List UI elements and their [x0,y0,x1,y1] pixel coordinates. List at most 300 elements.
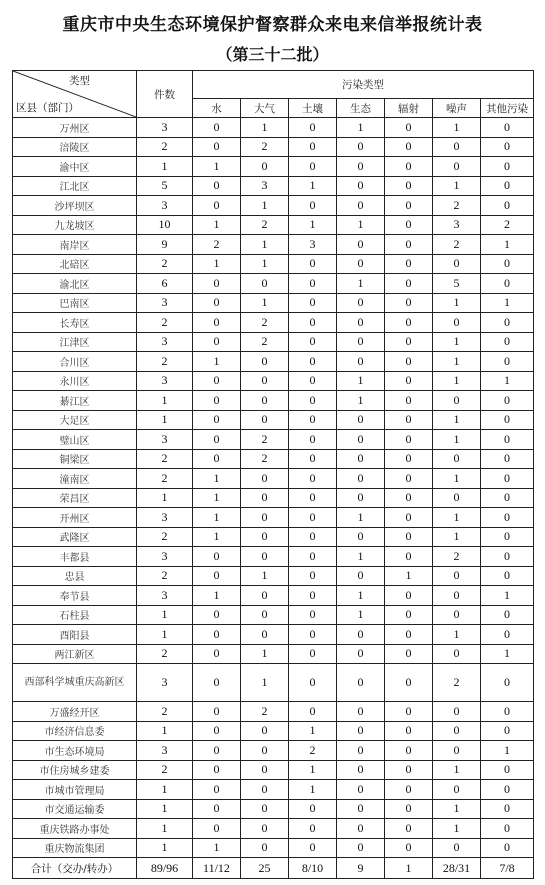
count-cell: 3 [137,508,193,528]
table-row [13,352,534,372]
value-cell: 0 [193,332,241,352]
value-cell: 0 [241,625,289,645]
value-cell: 1 [337,215,385,235]
district-name: 万盛经开区 [13,702,137,722]
district-name: 酉阳县 [13,625,137,645]
value-cell: 0 [241,760,289,780]
table-row [13,721,534,741]
value-cell: 2 [241,313,289,333]
value-cell: 0 [193,721,241,741]
header-diagonal-cell [13,71,137,118]
value-cell: 0 [289,274,337,294]
table-row [13,293,534,313]
value-cell: 1 [337,118,385,138]
value-cell: 0 [481,664,534,702]
value-cell: 0 [337,157,385,177]
value-cell: 0 [337,410,385,430]
value-cell: 0 [337,741,385,761]
value-cell: 0 [337,469,385,489]
value-cell: 0 [193,293,241,313]
value-cell: 0 [337,625,385,645]
district-name: 市住房城乡建委 [13,760,137,780]
value-cell: 0 [385,196,433,216]
value-cell: 3 [289,235,337,255]
district-name: 巴南区 [13,293,137,313]
value-cell: 1 [481,235,534,255]
district-name: 开州区 [13,508,137,528]
value-cell: 0 [481,566,534,586]
value-cell: 2 [433,235,481,255]
value-cell: 1 [337,391,385,411]
value-cell: 0 [193,702,241,722]
value-cell: 2 [481,215,534,235]
value-cell: 1 [289,721,337,741]
count-cell: 2 [137,566,193,586]
value-cell: 0 [241,799,289,819]
table-row [13,313,534,333]
value-cell: 0 [433,838,481,858]
value-cell: 0 [289,605,337,625]
value-cell: 0 [385,235,433,255]
table-row [13,625,534,645]
value-cell: 1 [241,254,289,274]
count-cell: 3 [137,332,193,352]
value-cell: 1 [193,838,241,858]
table-row [13,371,534,391]
district-name: 合川区 [13,352,137,372]
value-cell: 0 [289,644,337,664]
table-row [13,118,534,138]
value-cell: 2 [241,430,289,450]
value-cell: 0 [337,721,385,741]
value-cell: 0 [193,371,241,391]
value-cell: 0 [337,176,385,196]
value-cell: 0 [433,605,481,625]
count-cell: 9 [137,235,193,255]
count-cell: 2 [137,760,193,780]
district-name: 大足区 [13,410,137,430]
table-row [13,449,534,469]
value-cell: 0 [289,430,337,450]
value-cell: 0 [385,721,433,741]
value-cell: 0 [481,313,534,333]
value-cell: 7/8 [481,858,534,879]
value-cell: 0 [241,391,289,411]
count-cell: 2 [137,449,193,469]
table-row [13,838,534,858]
value-cell: 0 [289,625,337,645]
value-cell: 1 [481,644,534,664]
value-cell: 1 [193,508,241,528]
value-cell: 0 [481,332,534,352]
value-cell: 1 [433,352,481,372]
value-cell: 0 [433,488,481,508]
value-cell: 0 [289,547,337,567]
value-cell: 0 [385,760,433,780]
district-name: 西部科学城重庆高新区 [13,664,137,702]
value-cell: 0 [241,469,289,489]
value-cell: 0 [481,488,534,508]
district-name: 石柱县 [13,605,137,625]
value-cell: 11/12 [193,858,241,879]
count-cell: 1 [137,721,193,741]
value-cell: 1 [337,274,385,294]
value-cell: 0 [289,508,337,528]
district-name: 奉节县 [13,586,137,606]
value-cell: 0 [193,547,241,567]
district-name: 江津区 [13,332,137,352]
count-cell: 1 [137,780,193,800]
value-cell: 0 [241,410,289,430]
value-cell: 1 [289,176,337,196]
table-row [13,254,534,274]
value-cell: 1 [241,196,289,216]
count-cell: 1 [137,625,193,645]
header-pollution-column: 大气 [241,99,289,118]
value-cell: 0 [289,391,337,411]
value-cell: 1 [289,215,337,235]
value-cell: 0 [337,644,385,664]
value-cell: 0 [481,605,534,625]
district-name: 万州区 [13,118,137,138]
value-cell: 0 [385,586,433,606]
count-cell: 1 [137,838,193,858]
table-row [13,508,534,528]
value-cell: 1 [433,176,481,196]
value-cell: 1 [433,469,481,489]
count-cell: 3 [137,293,193,313]
value-cell: 0 [193,176,241,196]
header-pollution-column: 其他污染 [481,99,534,118]
value-cell: 1 [193,352,241,372]
value-cell: 0 [433,449,481,469]
value-cell: 1 [481,293,534,313]
count-cell: 1 [137,799,193,819]
value-cell: 0 [289,586,337,606]
value-cell: 0 [481,254,534,274]
value-cell: 0 [241,721,289,741]
district-name: 荣昌区 [13,488,137,508]
value-cell: 0 [193,391,241,411]
value-cell: 0 [481,176,534,196]
value-cell: 0 [289,137,337,157]
value-cell: 0 [385,176,433,196]
value-cell: 1 [481,371,534,391]
value-cell: 0 [193,196,241,216]
value-cell: 0 [433,391,481,411]
value-cell: 0 [193,625,241,645]
value-cell: 28/31 [433,858,481,879]
value-cell: 1 [481,741,534,761]
table-row [13,780,534,800]
value-cell: 0 [289,819,337,839]
value-cell: 0 [385,741,433,761]
table-row [13,488,534,508]
value-cell: 0 [433,313,481,333]
value-cell: 1 [385,566,433,586]
district-name: 市经济信息委 [13,721,137,741]
value-cell: 0 [337,780,385,800]
value-cell: 1 [433,625,481,645]
value-cell: 0 [481,721,534,741]
value-cell: 0 [385,371,433,391]
header-category-label: 类型 [69,75,90,87]
district-name: 丰都县 [13,547,137,567]
district-name: 长寿区 [13,313,137,333]
value-cell: 2 [241,137,289,157]
value-cell: 0 [481,137,534,157]
value-cell: 0 [385,780,433,800]
value-cell: 2 [241,215,289,235]
value-cell: 1 [433,410,481,430]
value-cell: 0 [385,313,433,333]
value-cell: 0 [289,118,337,138]
value-cell: 1 [193,488,241,508]
value-cell: 0 [241,605,289,625]
value-cell: 0 [337,293,385,313]
value-cell: 0 [337,566,385,586]
district-name: 市城市管理局 [13,780,137,800]
value-cell: 0 [241,488,289,508]
value-cell: 1 [193,586,241,606]
count-cell: 1 [137,819,193,839]
count-cell: 2 [137,313,193,333]
district-name: 涪陵区 [13,137,137,157]
value-cell: 0 [337,664,385,702]
value-cell: 0 [385,644,433,664]
value-cell: 2 [241,702,289,722]
value-cell: 0 [337,702,385,722]
count-cell: 5 [137,176,193,196]
count-cell: 3 [137,430,193,450]
page-subtitle: （第三十二批） [216,45,329,64]
table-row [13,799,534,819]
value-cell: 0 [337,488,385,508]
table-row [13,157,534,177]
header-pollution-column: 生态 [337,99,385,118]
page-title: 重庆市中央生态环境保护督察群众来电来信举报统计表 [62,15,483,35]
count-cell: 3 [137,118,193,138]
statistics-table [12,70,534,879]
table-row [13,196,534,216]
value-cell: 2 [193,235,241,255]
count-cell: 1 [137,391,193,411]
value-cell: 1 [193,254,241,274]
value-cell: 1 [337,547,385,567]
count-cell: 3 [137,664,193,702]
value-cell: 1 [241,235,289,255]
district-name: 永川区 [13,371,137,391]
value-cell: 1 [385,858,433,879]
value-cell: 8/10 [289,858,337,879]
count-cell: 6 [137,274,193,294]
value-cell: 0 [385,547,433,567]
value-cell: 0 [289,352,337,372]
value-cell: 0 [481,118,534,138]
value-cell: 0 [193,780,241,800]
value-cell: 0 [241,274,289,294]
value-cell: 0 [337,838,385,858]
count-cell: 2 [137,702,193,722]
value-cell: 0 [481,547,534,567]
value-cell: 0 [481,819,534,839]
table-row [13,430,534,450]
value-cell: 0 [385,352,433,372]
value-cell: 1 [433,293,481,313]
value-cell: 0 [433,780,481,800]
table-row [13,332,534,352]
value-cell: 0 [289,702,337,722]
value-cell: 0 [193,313,241,333]
count-cell: 3 [137,547,193,567]
value-cell: 0 [193,410,241,430]
total-row [13,858,534,879]
value-cell: 0 [241,586,289,606]
value-cell: 0 [481,799,534,819]
value-cell: 0 [289,293,337,313]
value-cell: 0 [385,332,433,352]
value-cell: 1 [433,799,481,819]
value-cell: 0 [481,352,534,372]
district-name: 江北区 [13,176,137,196]
district-name: 渝中区 [13,157,137,177]
value-cell: 1 [289,780,337,800]
value-cell: 0 [337,332,385,352]
value-cell: 1 [433,332,481,352]
value-cell: 0 [289,566,337,586]
value-cell: 1 [337,508,385,528]
value-cell: 1 [433,430,481,450]
value-cell: 0 [289,410,337,430]
value-cell: 0 [481,702,534,722]
value-cell: 0 [289,157,337,177]
value-cell: 5 [433,274,481,294]
district-name: 忠县 [13,566,137,586]
value-cell: 0 [481,274,534,294]
count-cell: 3 [137,196,193,216]
value-cell: 0 [241,508,289,528]
value-cell: 0 [481,760,534,780]
table-row [13,274,534,294]
value-cell: 0 [481,449,534,469]
value-cell: 0 [337,819,385,839]
value-cell: 0 [481,780,534,800]
value-cell: 0 [289,799,337,819]
header-pollution-type: 污染类型 [193,71,534,99]
district-name: 北碚区 [13,254,137,274]
value-cell: 0 [289,469,337,489]
district-name: 南岸区 [13,235,137,255]
value-cell: 0 [193,644,241,664]
value-cell: 2 [289,741,337,761]
value-cell: 0 [241,547,289,567]
header-pollution-column: 水 [193,99,241,118]
value-cell: 9 [337,858,385,879]
value-cell: 0 [385,410,433,430]
value-cell: 1 [433,527,481,547]
value-cell: 0 [385,215,433,235]
value-cell: 2 [433,196,481,216]
count-cell: 3 [137,371,193,391]
value-cell: 0 [481,430,534,450]
value-cell: 0 [337,799,385,819]
count-cell: 1 [137,488,193,508]
table-row [13,644,534,664]
count-cell: 10 [137,215,193,235]
value-cell: 1 [337,586,385,606]
table-row [13,547,534,567]
value-cell: 0 [433,137,481,157]
district-name: 武隆区 [13,527,137,547]
value-cell: 0 [193,137,241,157]
value-cell: 0 [289,527,337,547]
value-cell: 0 [193,449,241,469]
value-cell: 0 [433,254,481,274]
value-cell: 0 [337,313,385,333]
value-cell: 1 [433,371,481,391]
value-cell: 0 [289,313,337,333]
value-cell: 0 [241,157,289,177]
value-cell: 0 [241,352,289,372]
header-pollution-column: 土壤 [289,99,337,118]
value-cell: 0 [385,430,433,450]
value-cell: 0 [385,702,433,722]
count-cell: 3 [137,741,193,761]
value-cell: 0 [193,819,241,839]
value-cell: 0 [433,157,481,177]
value-cell: 0 [289,664,337,702]
value-cell: 0 [289,488,337,508]
header-pollution-column: 噪声 [433,99,481,118]
value-cell: 0 [289,332,337,352]
value-cell: 1 [193,215,241,235]
value-cell: 0 [241,819,289,839]
value-cell: 1 [337,371,385,391]
table-row [13,741,534,761]
district-name: 市交通运输委 [13,799,137,819]
value-cell: 0 [481,157,534,177]
table-row [13,391,534,411]
value-cell: 0 [193,760,241,780]
value-cell: 1 [241,664,289,702]
value-cell: 0 [337,235,385,255]
value-cell: 0 [337,196,385,216]
count-cell: 89/96 [137,858,193,879]
value-cell: 0 [337,430,385,450]
value-cell: 1 [193,469,241,489]
table-row [13,410,534,430]
table-row [13,215,534,235]
value-cell: 0 [337,760,385,780]
count-cell: 1 [137,410,193,430]
value-cell: 3 [241,176,289,196]
table-row [13,605,534,625]
value-cell: 0 [193,605,241,625]
value-cell: 1 [433,760,481,780]
count-cell: 2 [137,644,193,664]
value-cell: 0 [385,508,433,528]
table-row [13,566,534,586]
value-cell: 3 [433,215,481,235]
value-cell: 0 [481,508,534,528]
district-name: 两江新区 [13,644,137,664]
value-cell: 1 [289,760,337,780]
value-cell: 0 [193,118,241,138]
value-cell: 1 [433,819,481,839]
count-cell: 2 [137,469,193,489]
table-row [13,176,534,196]
district-name: 九龙坡区 [13,215,137,235]
